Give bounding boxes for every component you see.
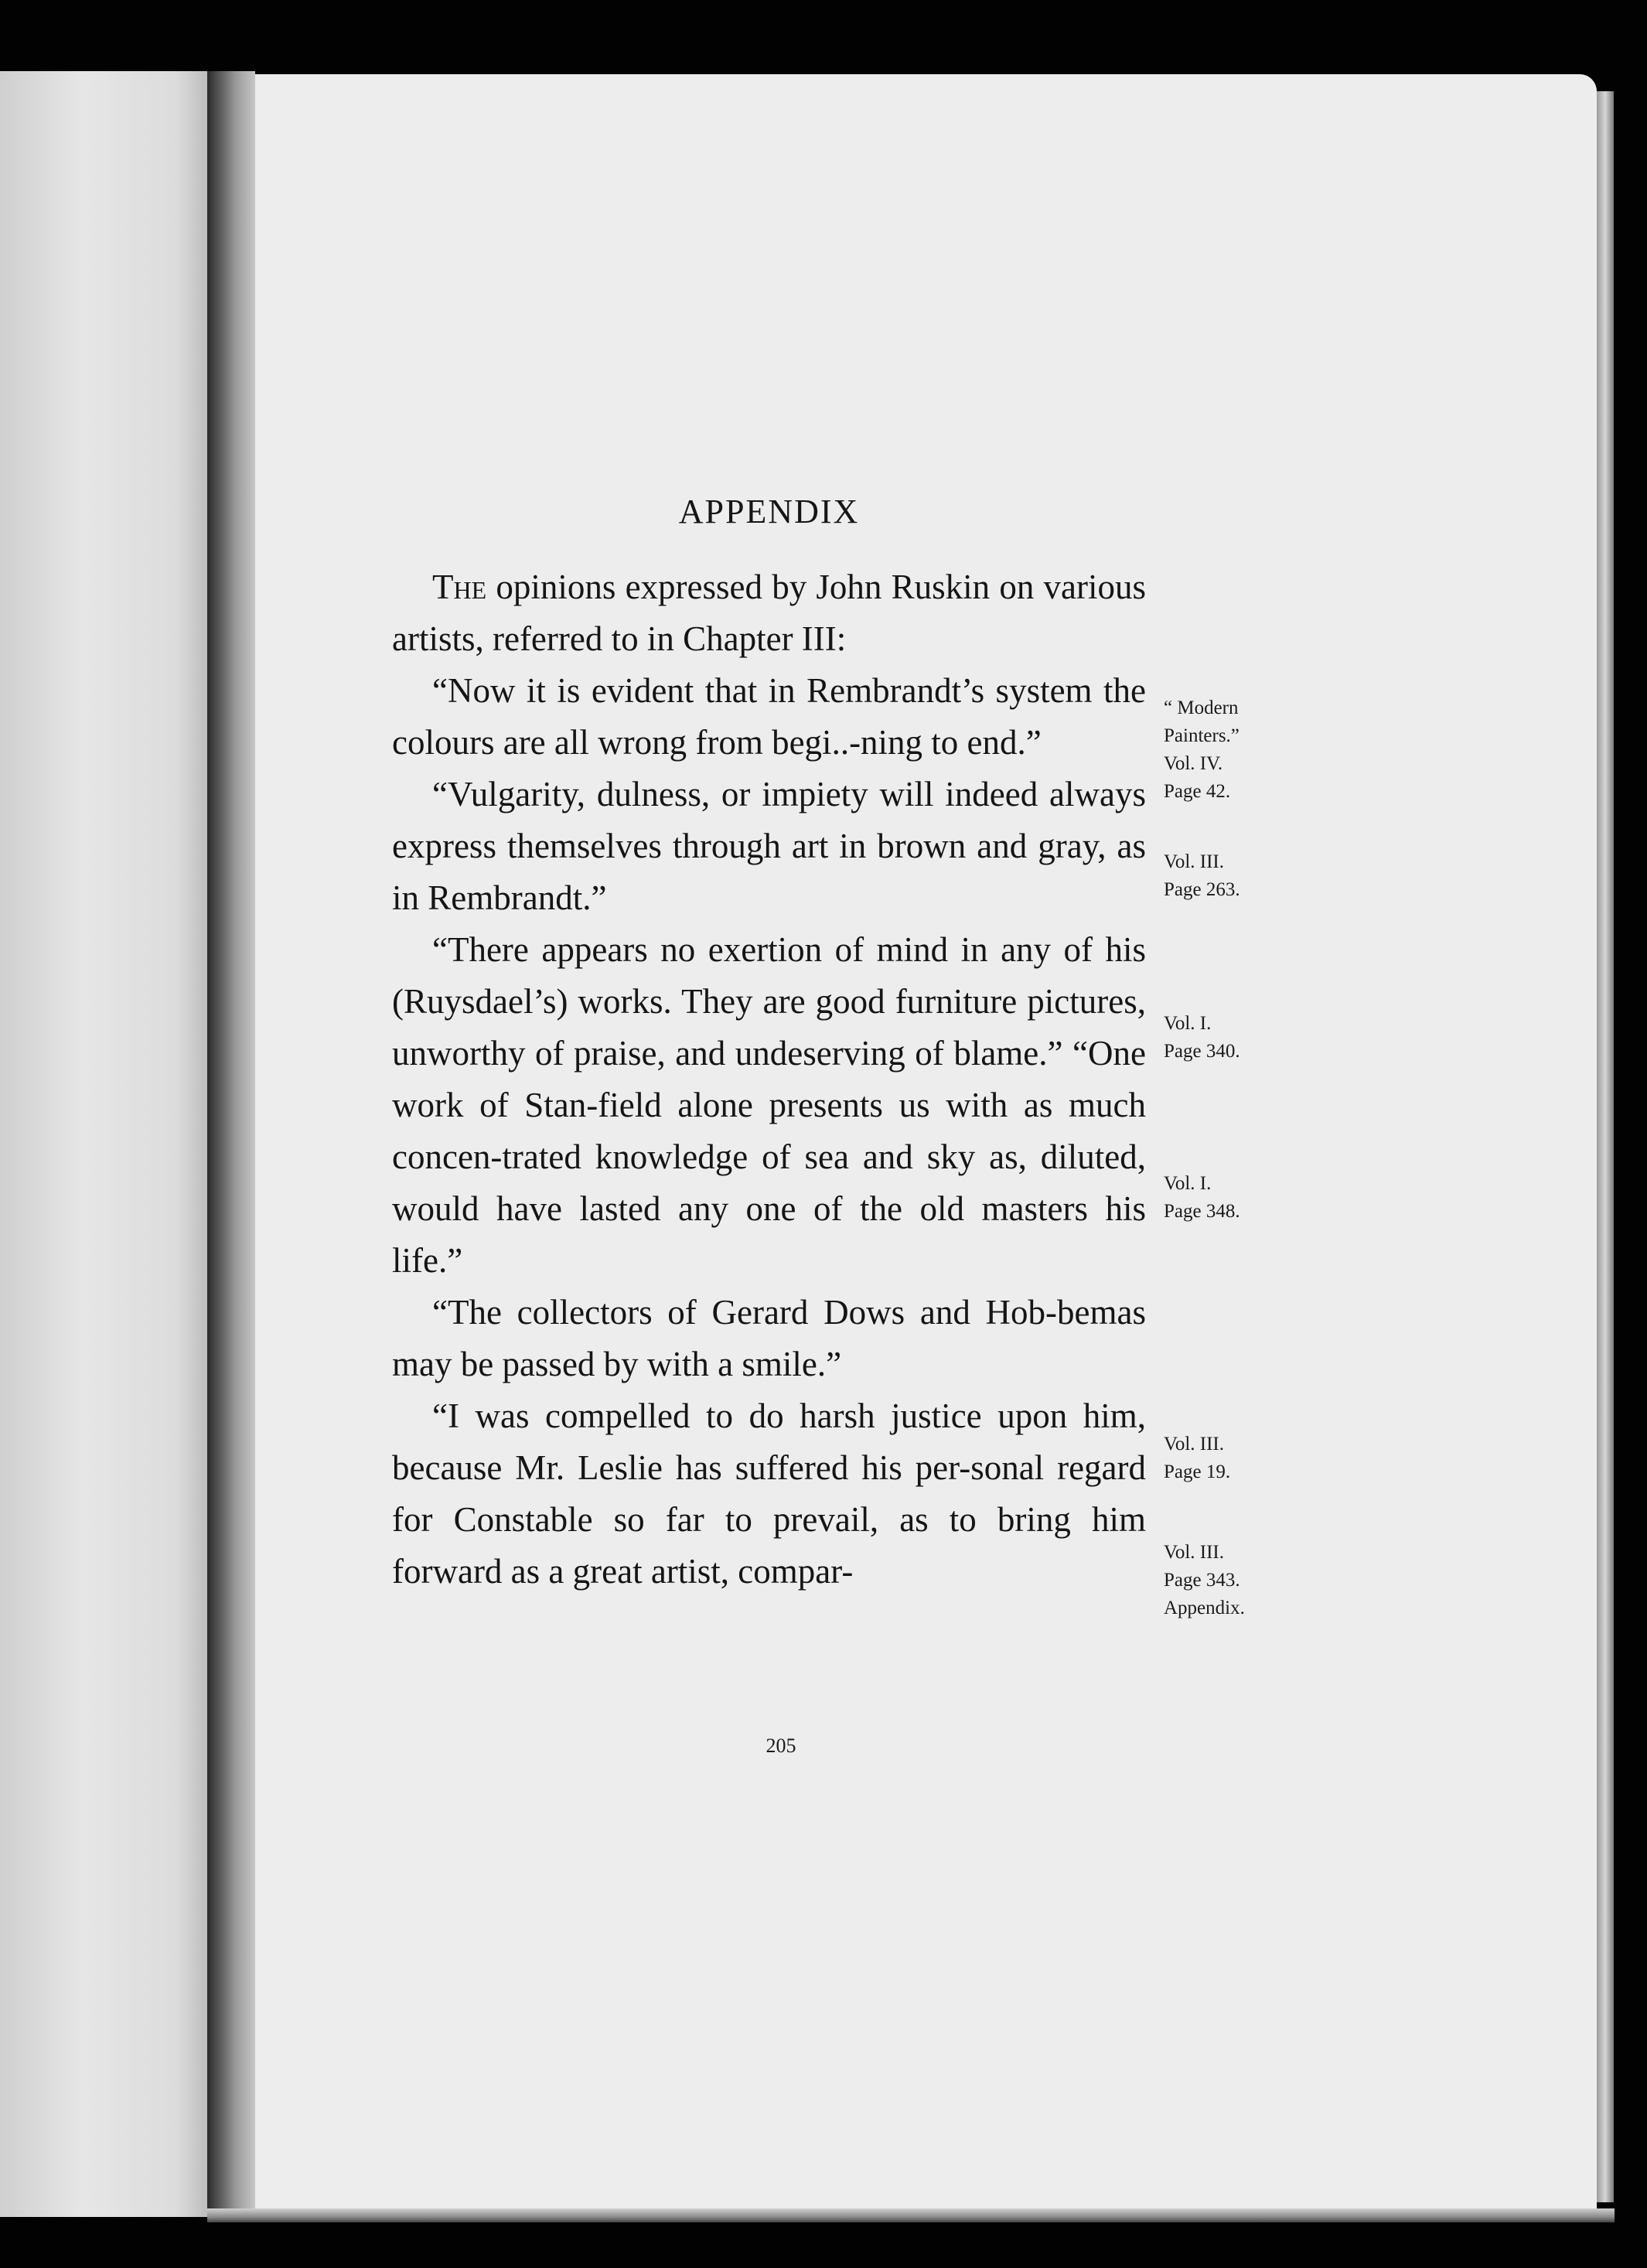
- paragraph: [392, 769, 1146, 924]
- margin-note: [1164, 1010, 1295, 1066]
- margin-note-line: Vol. III.: [1164, 851, 1225, 872]
- facing-page-edge: [0, 71, 207, 2217]
- margin-note-line: Vol. III.: [1164, 1434, 1225, 1455]
- margin-note-line: Vol. I.: [1164, 1173, 1212, 1194]
- margin-note-line: Vol. I.: [1164, 1013, 1212, 1034]
- paragraph-text: “I was compelled to do harsh justice upon him, because Mr. Leslie has suffered his per-sonal regard for Constable so far to prevail, as to bring him forward as a great artist, compar-: [392, 1397, 1146, 1591]
- page-block-bottom-edge: [207, 2208, 1615, 2222]
- margin-note: [1164, 694, 1295, 806]
- margin-note: [1164, 1170, 1295, 1226]
- lead-word: The: [432, 568, 487, 606]
- paragraph-text: “Vulgarity, dulness, or impiety will indeed always express themselves through art in brown and gray, as in Rembrandt.”: [392, 775, 1146, 917]
- paragraph: [392, 1390, 1146, 1598]
- paragraph-text: “The collectors of Gerard Dows and Hob-bemas may be passed by with a smile.”: [392, 1293, 1146, 1383]
- margin-note-line: Page 263.: [1164, 879, 1240, 900]
- paragraph-text: “There appears no exertion of mind in any of his (Ruysdael’s) works. They are good furniture pictures, unworthy of praise, and undeserving of blame.” “One work of Stan-field alone presents us with as much concen-trated knowledge of sea and sky as, diluted, would have lasted any one of the old masters his life.”: [392, 930, 1146, 1280]
- paragraph-text: opinions expressed by John Ruskin on various artists, referred to in Chapter III:: [392, 568, 1146, 658]
- paragraph: [392, 924, 1146, 1287]
- page-block-right-edge: [1597, 91, 1614, 2202]
- margin-note-line: Vol. IV.: [1164, 753, 1223, 774]
- margin-note-line: Page 348.: [1164, 1201, 1240, 1222]
- margin-note-line: Page 343.: [1164, 1570, 1240, 1591]
- book-gutter: [207, 71, 255, 2217]
- margin-note-line: Page 340.: [1164, 1041, 1240, 1062]
- page-number: 205: [766, 1734, 796, 1757]
- margin-note-line: Painters.”: [1164, 725, 1240, 746]
- paragraph-text: “Now it is evident that in Rembrandt’s system the colours are all wrong from begi..-ning to end.”: [392, 671, 1146, 762]
- margin-note: [1164, 1431, 1295, 1486]
- margin-note-line: Page 42.: [1164, 781, 1231, 802]
- paragraph: [392, 561, 1146, 665]
- margin-note: [1164, 848, 1295, 904]
- margin-note-line: Page 19.: [1164, 1461, 1231, 1482]
- paragraph: [392, 1287, 1146, 1390]
- margin-note-line: “ Modern: [1164, 697, 1239, 718]
- paragraph: [392, 665, 1146, 769]
- body-text: [392, 487, 1146, 1598]
- margin-note-line: Vol. III.: [1164, 1542, 1225, 1563]
- margin-note: [1164, 1539, 1295, 1622]
- appendix-heading: APPENDIX: [678, 493, 860, 530]
- margin-note-line: Appendix.: [1164, 1598, 1245, 1618]
